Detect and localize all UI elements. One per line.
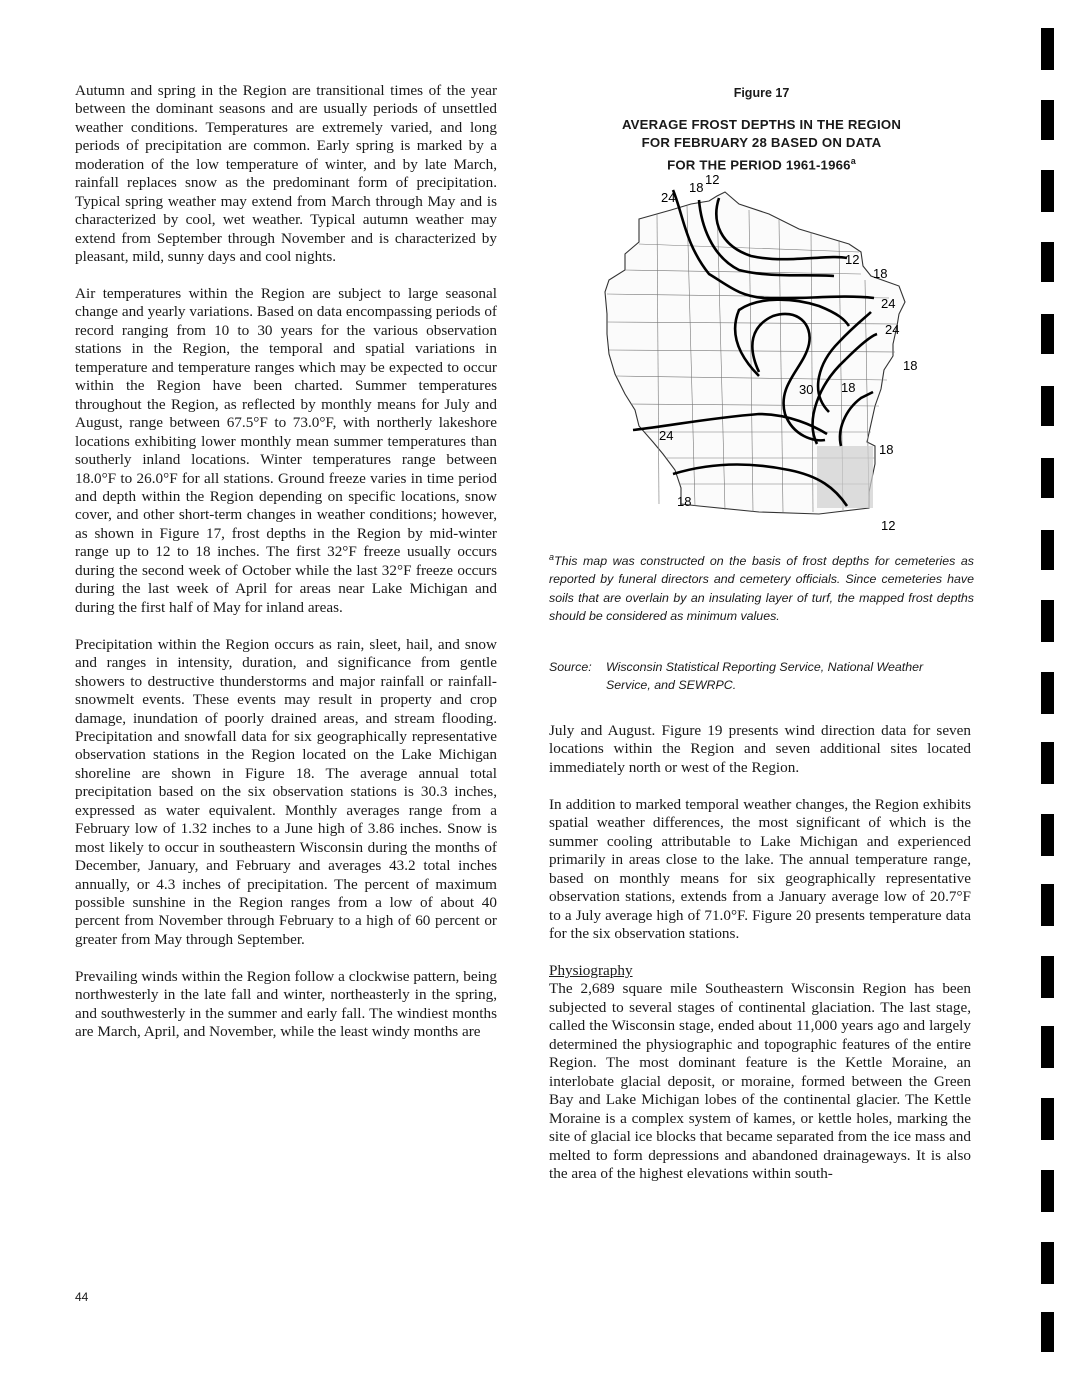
contour-label: 12 — [705, 174, 720, 187]
edge-mark — [1041, 530, 1054, 570]
edge-mark — [1041, 672, 1054, 714]
edge-mark — [1041, 1026, 1054, 1068]
contour-label: 18 — [879, 442, 894, 457]
edge-mark — [1041, 242, 1054, 282]
contour-label: 18 — [873, 266, 888, 281]
paragraph-wind-continued: July and August. Figure 19 presents wind direction data for seven locations within the Region and seven additional sites located immediately north or west of the Region. — [549, 722, 971, 776]
frost-depth-map — [599, 174, 939, 534]
contour-label: 24 — [881, 296, 896, 311]
paragraph-seasons: Autumn and spring in the Region are transitional times of the year between the dominant seasons and are usually periods of unsettled weather conditions. Temperatures are extremely varied, and long periods of precipitation are common. Early spring is marked by a moderation of the low temperature of winter, and by late March, rainfall replaces snow as the predominant form of precipitation. Typical spring weather may extend from March through May and is characterized by cool, wet weather. Typical autumn weather may extend from September through November and is characterized by pleasant, mild, sunny days and cool nights. — [75, 82, 497, 266]
paragraph-air-temperatures: Air temperatures within the Region are subject to large seasonal change and yearly variations. Based on data encompassing periods of record ranging from 10 to 30 years for the various observation stations in the Region, the temporal and spatial variations in temperature and temperature ranges which may be expected to occur within the Region have been charted. Summer temperatures throughout the Region, as reflected by monthly means for July and August, range between 67.5°F to 73.0°F, with northerly lakeshore locations exhibiting lower monthly mean summer temperatures than southerly inland locations. Winter temperatures range between 18.0°F to 26.0°F for all stations. Ground freeze varies in time period and depth within the Region depending on specific locations, snow cover, and other short-term changes in weather conditions; however, as shown in Figure 17, frost depths in the Region by mid-winter range up to 12 to 18 inches. The first 32°F freeze usually occurs during the second week of October while the last 32°F freeze occurs during the last week of April for areas near Lake Michigan and during the first half of May for inland areas. — [75, 285, 497, 616]
page-number: 44 — [75, 1290, 89, 1304]
figure-source — [549, 658, 974, 694]
edge-mark — [1041, 314, 1054, 354]
edge-mark — [1041, 1098, 1054, 1140]
edge-mark — [1041, 28, 1054, 70]
contour-label: 18 — [841, 380, 856, 395]
edge-mark — [1041, 1242, 1054, 1284]
figure-title — [549, 116, 974, 174]
edge-mark — [1041, 170, 1054, 212]
edge-mark — [1041, 1312, 1054, 1352]
figure-title-line-last — [549, 152, 974, 174]
contour-label: 30 — [799, 382, 814, 397]
figure-title-line: AVERAGE FROST DEPTHS IN THE REGION — [621, 117, 902, 132]
figure-footnote — [549, 548, 974, 625]
contour-label: 18 — [677, 494, 692, 509]
contour-label: 18 — [689, 180, 704, 195]
edge-mark — [1041, 386, 1054, 426]
contour-label: 24 — [885, 322, 900, 337]
sewrpc-region-shading — [817, 446, 873, 508]
edge-mark — [1041, 458, 1054, 498]
right-column — [549, 722, 971, 1183]
figure-title-line: FOR FEBRUARY 28 BASED ON DATA — [641, 135, 882, 150]
edge-mark — [1041, 742, 1054, 784]
source-text-line1: Wisconsin Statistical Reporting Service, National Weather — [606, 660, 924, 674]
edge-mark — [1041, 814, 1054, 856]
footnote-marker: a — [549, 552, 555, 562]
paragraph-spatial-weather: In addition to marked temporal weather changes, the Region exhibits spatial weather differences, the most significant of which is the summer cooling attributable to Lake Michigan and experienced primarily in areas close to the lake. The annual temperature range, based on monthly means for six geographically representative observation stations, extends from a January average low of 20.7°F to a July average high of 71.0°F. Figure 20 presents temperature data for the six observation stations. — [549, 795, 971, 943]
section-heading-physiography: Physiography — [549, 961, 633, 979]
source-text-line2: Service, and SEWRPC. — [606, 678, 737, 693]
figure-17 — [549, 82, 974, 693]
source-label: Source: — [549, 660, 592, 674]
edge-mark — [1041, 1170, 1054, 1212]
footnote-text: This map was constructed on the basis of frost depths for cemeteries as reported by funeral directors and cemetery officials. Since cemeteries have soils that are overlain by an insulating layer of turf, the mapped frost depths should be considered as minimum values. — [549, 554, 974, 623]
contour-label: 18 — [903, 358, 918, 373]
figure-title-line-text: FOR THE PERIOD 1961-1966 — [667, 157, 851, 173]
figure-title-superscript: a — [850, 156, 856, 166]
paragraph-precipitation: Precipitation within the Region occurs as rain, sleet, hail, and snow and ranges in intensity, duration, and significance from gentle showers to destructive thunderstorms and major rainfall or rainfall-snowmelt events. These events may result in property and crop damage, inundation of poorly drained areas, and stream flooding. Precipitation and snowfall data for six geographically representative observation stations in the Region located on the Lake Michigan shoreline are shown in Figure 18. The average annual total precipitation based on the six observation stations is 30.3 inches, expressed as water equivalent. Monthly averages range from a February low of 1.32 inches to a June high of 3.86 inches. Snow is most likely to occur in southeastern Wisconsin during the months of December, January, and February and averages 43.2 total inches annually, or 4.3 inches of precipitation. The percent of maximum possible sunshine in the Region ranges from a low of about 40 percent from November through February to a high of 60 percent or greater from May through September. — [75, 635, 497, 948]
edge-mark — [1041, 100, 1054, 140]
contour-label: 12 — [881, 518, 896, 533]
paragraph-physiography: The 2,689 square mile Southeastern Wisconsin Region has been subjected to several stages of continental glaciation. The last stage, called the Wisconsin stage, ended about 11,000 years ago and largely determined the physiographic and topographic features of the entire Region. The most dominant feature is the Kettle Moraine, an interlobate glacial deposit, or moraine, formed between the Green Bay and Lake Michigan lobes of the continental glacier. The Kettle Moraine is a complex system of kames, or kettle holes, marking the site of glacial ice blocks that became separated from the ice mass and melted to form depressions and abandoned drainageways. It is also the area of the highest elevations within south- — [549, 980, 971, 1182]
contour-label: 24 — [661, 190, 676, 205]
paragraph-winds: Prevailing winds within the Region follow a clockwise pattern, being northwesterly in the late fall and winter, northeasterly in the spring, and southwesterly in the summer and early fall. The windiest months are March, April, and November, while the least windy months are — [75, 967, 497, 1041]
contour-label: 12 — [845, 252, 860, 267]
figure-number: Figure 17 — [733, 86, 790, 100]
left-column — [75, 82, 497, 1042]
edge-mark — [1041, 600, 1054, 642]
contour-label: 24 — [659, 428, 674, 443]
edge-mark — [1041, 956, 1054, 998]
edge-mark — [1041, 884, 1054, 926]
